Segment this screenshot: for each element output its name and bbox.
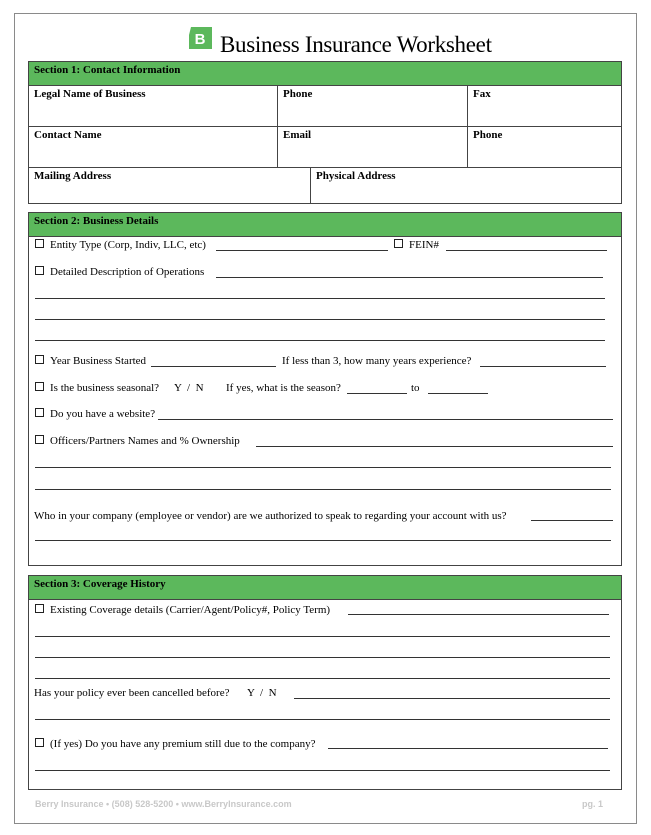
- seasonal-label: Is the business seasonal?: [50, 382, 160, 394]
- legal-name-label: Legal Name of Business: [34, 88, 146, 100]
- website-checkbox[interactable]: [35, 408, 44, 417]
- seasonal-row[interactable]: [35, 382, 159, 395]
- existing-coverage-label: Existing Coverage details (Carrier/Agent/Policy#, Policy Term): [50, 604, 331, 616]
- email-field[interactable]: [278, 127, 468, 168]
- entity-type-line[interactable]: [216, 250, 388, 251]
- page-title: Business Insurance Worksheet: [220, 32, 492, 57]
- website-label: Do you have a website?: [50, 408, 156, 420]
- cancelled-yes-no[interactable]: Y / N: [247, 687, 277, 699]
- phone-label: Phone: [283, 88, 313, 100]
- authorized-line-2[interactable]: [35, 540, 611, 541]
- website-row[interactable]: [35, 408, 155, 421]
- description-label: Detailed Description of Operations: [50, 266, 205, 278]
- year-started-label: Year Business Started: [50, 355, 147, 367]
- existing-coverage-line-1[interactable]: [348, 614, 609, 615]
- existing-coverage-checkbox[interactable]: [35, 604, 44, 613]
- authorized-label: Who in your company (employee or vendor) are we authorized to speak to regarding your account with us?: [34, 510, 507, 522]
- existing-coverage-line-3[interactable]: [35, 657, 610, 658]
- email-label: Email: [283, 129, 312, 141]
- premium-checkbox[interactable]: [35, 738, 44, 747]
- mailing-address-label: Mailing Address: [34, 170, 112, 182]
- fax-field[interactable]: [468, 86, 621, 127]
- officers-line-3[interactable]: [35, 489, 611, 490]
- physical-address-field[interactable]: [311, 168, 621, 203]
- fein-label: FEIN#: [409, 239, 439, 251]
- officers-checkbox[interactable]: [35, 435, 44, 444]
- fein-line[interactable]: [446, 250, 607, 251]
- authorized-line-1[interactable]: [531, 520, 613, 521]
- berry-logo: [187, 25, 214, 51]
- entity-type-row[interactable]: [35, 239, 206, 252]
- contact-name-label: Contact Name: [34, 129, 102, 141]
- seasonal-yes-no[interactable]: Y / N: [174, 382, 204, 394]
- section-3-header: Section 3: Coverage History: [29, 576, 621, 600]
- legal-name-field[interactable]: [29, 86, 278, 127]
- officers-line-1[interactable]: [256, 446, 613, 447]
- description-row[interactable]: [35, 266, 204, 279]
- year-started-row[interactable]: [35, 355, 146, 368]
- season-to-line[interactable]: [428, 393, 488, 394]
- year-started-line[interactable]: [151, 366, 276, 367]
- website-line[interactable]: [158, 419, 613, 420]
- phone2-field[interactable]: [468, 127, 621, 168]
- existing-coverage-line-4[interactable]: [35, 678, 610, 679]
- premium-line-2[interactable]: [35, 770, 610, 771]
- mailing-address-field[interactable]: [29, 168, 311, 203]
- description-line-1[interactable]: [216, 277, 603, 278]
- phone-field[interactable]: [278, 86, 468, 127]
- cancelled-label: Has your policy ever been cancelled before?: [34, 687, 230, 699]
- phone2-label: Phone: [473, 129, 503, 141]
- premium-row[interactable]: [35, 738, 315, 751]
- season-to-label: to: [411, 382, 420, 394]
- premium-line-1[interactable]: [328, 748, 608, 749]
- footer-contact: Berry Insurance • (508) 528-5200 • www.BerryInsurance.com: [35, 799, 292, 809]
- logo-letter: B: [194, 31, 206, 48]
- section-1-header: Section 1: Contact Information: [29, 62, 621, 86]
- existing-coverage-row[interactable]: [35, 604, 330, 617]
- season-from-line[interactable]: [347, 393, 407, 394]
- fein-checkbox[interactable]: [394, 239, 403, 248]
- season-label: If yes, what is the season?: [226, 382, 341, 394]
- premium-label: (If yes) Do you have any premium still due to the company?: [50, 738, 316, 750]
- fein-row[interactable]: [394, 239, 439, 252]
- entity-type-checkbox[interactable]: [35, 239, 44, 248]
- entity-type-label: Entity Type (Corp, Indiv, LLC, etc): [50, 239, 206, 251]
- description-line-4[interactable]: [35, 340, 605, 341]
- section-contact-information: [28, 61, 622, 204]
- cancelled-line-1[interactable]: [294, 698, 610, 699]
- description-line-3[interactable]: [35, 319, 605, 320]
- fax-label: Fax: [473, 88, 491, 100]
- section-2-header: Section 2: Business Details: [29, 213, 621, 237]
- contact-name-field[interactable]: [29, 127, 278, 168]
- physical-address-label: Physical Address: [316, 170, 396, 182]
- page-number: pg. 1: [582, 799, 604, 809]
- officers-line-2[interactable]: [35, 467, 611, 468]
- cancelled-line-2[interactable]: [35, 719, 610, 720]
- experience-line[interactable]: [480, 366, 606, 367]
- year-started-checkbox[interactable]: [35, 355, 44, 364]
- description-line-2[interactable]: [35, 298, 605, 299]
- officers-row[interactable]: [35, 435, 240, 448]
- less-than-3-label: If less than 3, how many years experience?: [282, 355, 472, 367]
- officers-label: Officers/Partners Names and % Ownership: [50, 435, 240, 447]
- seasonal-checkbox[interactable]: [35, 382, 44, 391]
- description-checkbox[interactable]: [35, 266, 44, 275]
- existing-coverage-line-2[interactable]: [35, 636, 610, 637]
